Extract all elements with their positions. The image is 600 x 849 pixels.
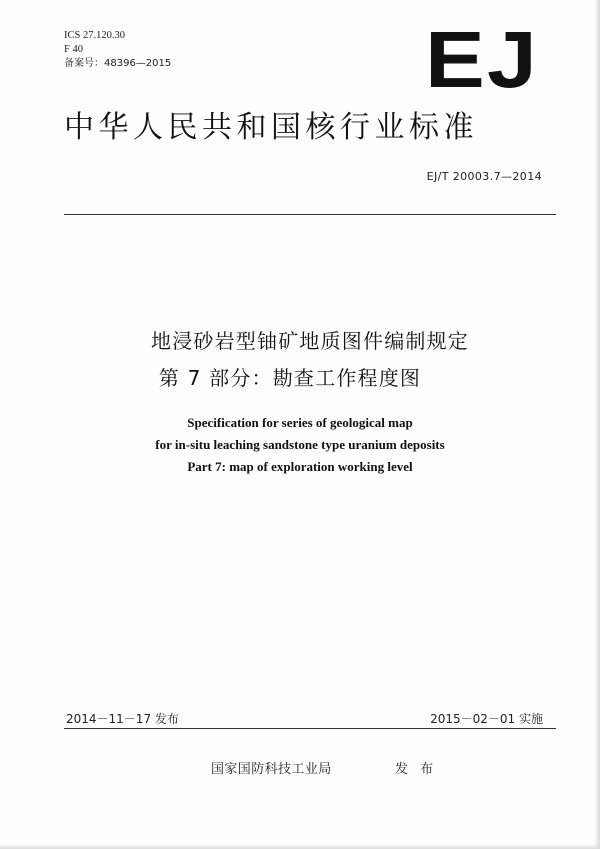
record-number: 备案号：48396—2015 [64, 58, 172, 69]
standard-title: 中华人民共和国核行业标准 [64, 110, 478, 145]
issue-date: 2014－11－17 发布 [66, 712, 179, 726]
bottom-divider [64, 728, 556, 729]
implementation-date: 2015－02－01 实施 [430, 712, 543, 726]
title-en-line2: for in-situ leaching sandstone type uranium deposits [155, 437, 445, 452]
scan-shadow-bottom [0, 844, 600, 849]
title-en-line1: Specification for series of geological map [187, 415, 413, 430]
title-en-line3: Part 7: map of exploration working level [187, 459, 413, 474]
title-cn-line1: 地浸砂岩型铀矿地质图件编制规定 [151, 329, 469, 353]
top-divider [64, 214, 556, 215]
publisher-name: 国家国防科技工业局 [211, 762, 332, 777]
publish-label: 发 布 [395, 762, 438, 777]
standard-code: EJ/T 20003.7—2014 [426, 170, 542, 183]
title-cn-line2: 第 7 部分：勘查工作程度图 [158, 366, 422, 390]
ics-code: ICS 27.120.30 [64, 30, 125, 41]
classification-code: F 40 [64, 44, 83, 55]
ej-logo: EJ [425, 15, 540, 104]
